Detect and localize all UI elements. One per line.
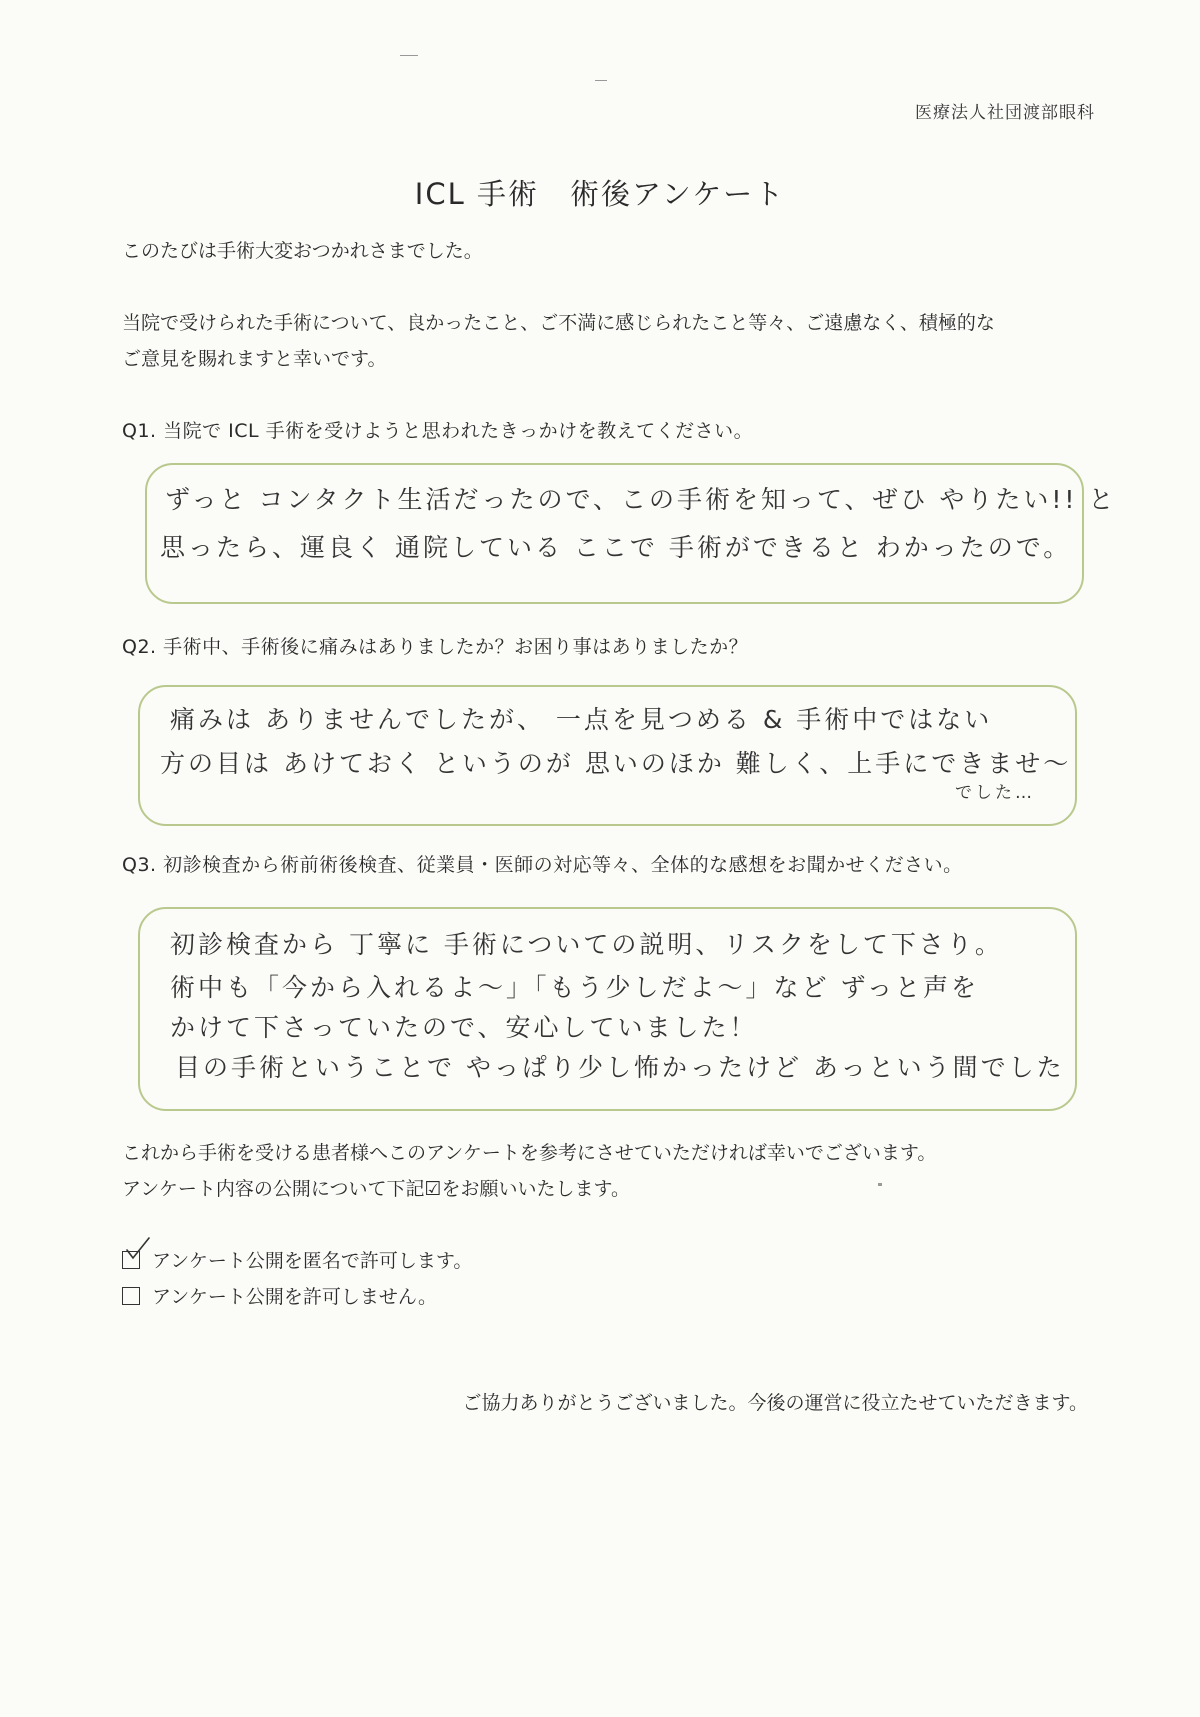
clinic-name: 医療法人社団渡部眼科 (915, 103, 1095, 123)
consent-option-label: アンケート公開を許可しません。 (152, 1286, 438, 1308)
answer-1-line: 思ったら、運良く 通院している ここで 手術ができると わかったので。 (160, 533, 1072, 562)
answer-2-line: でした… (955, 783, 1035, 803)
closing-message: これから手術を受ける患者様へこのアンケートを参考にさせていただければ幸いでございます。 (122, 1142, 937, 1164)
answer-3-line: 初診検査から 丁寧に 手術についての説明、リスクをして下さり。 (170, 930, 1003, 959)
question-1-label: Q1. 当院で ICL 手術を受けようと思われたきっかけを教えてください。 (122, 420, 754, 442)
answer-1-line: ずっと コンタクト生活だったので、この手術を知って、ぜひ やりたい!! と (165, 485, 1117, 514)
consent-instruction: アンケート内容の公開について下記☑をお願いいたします。 (122, 1178, 630, 1200)
scan-speck (595, 80, 607, 81)
thank-you-message: ご協力ありがとうございました。今後の運営に役立たせていただきます。 (462, 1392, 1088, 1414)
answer-3-line: かけて下さっていたので、安心していました！ (170, 1013, 758, 1042)
consent-option-label: アンケート公開を匿名で許可します。 (152, 1250, 473, 1272)
scan-speck (400, 55, 418, 56)
intro-greeting: このたびは手術大変おつかれさまでした。 (122, 240, 483, 262)
checkbox-unchecked[interactable] (122, 1287, 140, 1305)
checkmark-icon (123, 1236, 153, 1266)
question-3-label: Q3. 初診検査から術前術後検査、従業員・医師の対応等々、全体的な感想をお聞かせください。 (122, 854, 963, 876)
answer-3-line: 術中も「今から入れるよ〜」「もう少しだよ〜」など ずっと声を (170, 973, 979, 1002)
answer-3-line: 目の手術ということで やっぱり少し怖かったけど あっという間でした (175, 1053, 1065, 1082)
intro-request-line2: ご意見を賜れますと幸いです。 (122, 348, 387, 370)
answer-2-line: 痛みは ありませんでしたが、 一点を見つめる & 手術中ではない (170, 705, 993, 734)
page-title: ICL 手術 術後アンケート (414, 177, 786, 211)
answer-2-line: 方の目は あけておく というのが 思いのほか 難しく、上手にできませ〜 (160, 749, 1072, 778)
consent-option-decline[interactable] (122, 1282, 437, 1309)
consent-option-anonymous[interactable] (122, 1246, 472, 1273)
scan-speck (878, 1183, 882, 1186)
question-2-label: Q2. 手術中、手術後に痛みはありましたか？お困り事はありましたか？ (122, 636, 749, 658)
checkbox-checked[interactable] (122, 1251, 140, 1269)
intro-request-line1: 当院で受けられた手術について、良かったこと、ご不満に感じられたこと等々、ご遠慮なく、積極的な (122, 312, 995, 334)
